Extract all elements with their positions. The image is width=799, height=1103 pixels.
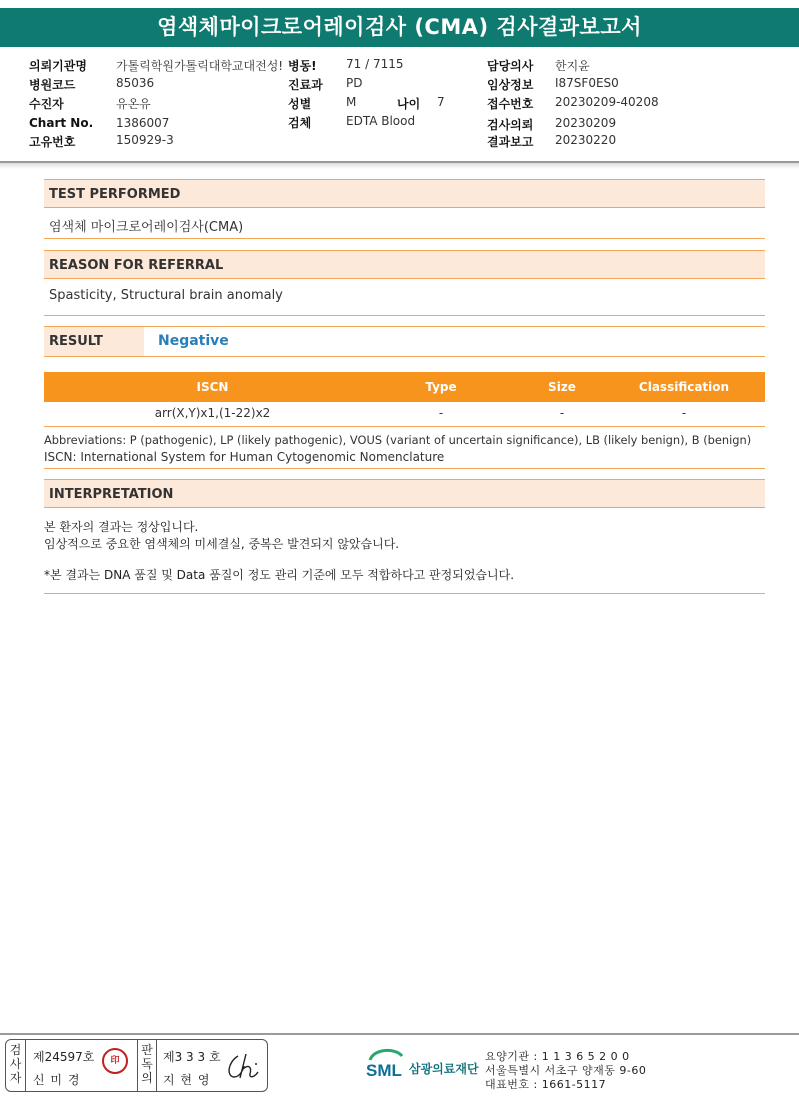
institution-code: 요양기관 : 1 1 3 6 5 2 0 0 xyxy=(485,1050,630,1063)
sml-logo-icon xyxy=(364,1046,408,1086)
footer-divider xyxy=(0,1033,799,1035)
header-shadow xyxy=(0,163,799,169)
test-performed-heading: TEST PERFORMED xyxy=(44,179,765,208)
specimen-value: EDTA Blood xyxy=(346,114,416,128)
cell-iscn: arr(X,Y)x1,(1-22)x2 xyxy=(154,406,271,420)
header-type: Type xyxy=(425,380,457,394)
result-row xyxy=(44,326,765,357)
department-label: 진료과 xyxy=(288,78,323,92)
report-date-value: 20230220 xyxy=(555,133,617,147)
institution-label: 의뢰기관명 xyxy=(29,59,87,73)
examiner-label: 검사자 xyxy=(6,1040,26,1091)
specimen-label: 검체 xyxy=(288,116,312,130)
doctor-value: 한지윤 xyxy=(555,59,590,73)
organization-phone: 대표번호 : 1661-5117 xyxy=(485,1078,607,1091)
divider xyxy=(44,593,765,594)
accession-value: 20230209-40208 xyxy=(555,95,659,109)
request-date-label: 검사의뢰 xyxy=(487,118,534,132)
result-label: RESULT xyxy=(44,327,144,356)
reason-value: Spasticity, Structural brain anomaly xyxy=(49,288,283,303)
age-label: 나이 xyxy=(397,97,421,111)
seal-stamp-icon: 印 xyxy=(102,1048,128,1074)
accession-label: 접수번호 xyxy=(487,97,534,111)
interpretation-line-1: 본 환자의 결과는 정상입니다. xyxy=(44,520,199,534)
ward-label: 병동! xyxy=(288,59,317,73)
cell-type: - xyxy=(438,406,444,420)
request-date-value: 20230209 xyxy=(555,116,617,130)
receiver-label: 수진자 xyxy=(29,97,64,111)
clinical-info-value: I87SF0ES0 xyxy=(555,76,619,90)
sex-value: M xyxy=(346,95,357,109)
reviewer-label: 판독의 xyxy=(137,1040,157,1091)
interpretation-line-2: 임상적으로 중요한 염색체의 미세결실, 중복은 발견되지 않았습니다. xyxy=(44,537,400,551)
unique-no-value: 150929-3 xyxy=(116,133,174,147)
header-classification: Classification xyxy=(638,380,730,394)
divider xyxy=(44,468,765,469)
test-performed-value: 염색체 마이크로어레이검사(CMA) xyxy=(49,220,244,235)
ward-value: 71 / 7115 xyxy=(346,57,404,71)
divider xyxy=(44,238,765,239)
organization-address: 서울특별시 서초구 양재동 9-60 xyxy=(485,1064,647,1077)
abbreviations-line: Abbreviations: P (pathogenic), LP (likely pathogenic), VOUS (variant of uncertain significance), LB (likely benign), B (benign) xyxy=(44,433,752,447)
quality-note: *본 결과는 DNA 품질 및 Data 품질이 정도 관리 기준에 모두 적합하다고 판정되었습니다. xyxy=(44,568,515,582)
reason-heading: REASON FOR REFERRAL xyxy=(44,250,765,279)
table-row xyxy=(44,402,765,426)
report-date-label: 결과보고 xyxy=(487,135,534,149)
hospital-code-value: 85036 xyxy=(116,76,155,90)
logo-organization-name: 삼광의료재단 xyxy=(409,1062,479,1076)
chart-no-value: 1386007 xyxy=(116,116,170,130)
report-title: 염색체마이크로어레이검사 (CMA) 검사결과보고서 xyxy=(0,8,799,47)
sex-label: 성별 xyxy=(288,97,312,111)
header-iscn: ISCN xyxy=(196,380,229,394)
reviewer-name: 지 현 영 xyxy=(163,1073,211,1087)
cell-size: - xyxy=(559,406,565,420)
iscn-definition: ISCN: International System for Human Cytogenomic Nomenclature xyxy=(44,450,445,464)
header-size: Size xyxy=(548,380,576,394)
divider xyxy=(44,426,765,427)
institution-value: 가톨릭학원가톨릭대학교대전성! xyxy=(116,59,284,73)
clinical-info-label: 임상정보 xyxy=(487,78,534,92)
result-table-header xyxy=(44,372,765,402)
signature-box xyxy=(5,1039,268,1092)
unique-no-label: 고유번호 xyxy=(29,135,76,149)
examiner-license: 제24597호 xyxy=(33,1050,95,1064)
sml-logo xyxy=(364,1046,408,1090)
signature-icon xyxy=(224,1050,262,1082)
interpretation-heading: INTERPRETATION xyxy=(44,479,765,508)
examiner-name: 신 미 경 xyxy=(33,1073,81,1087)
logo-mark: SML xyxy=(366,1061,402,1080)
chart-no-label: Chart No. xyxy=(29,116,94,130)
age-value: 7 xyxy=(437,95,445,109)
doctor-label: 담당의사 xyxy=(487,59,534,73)
reviewer-license: 제3 3 3 호 xyxy=(163,1050,221,1064)
hospital-code-label: 병원코드 xyxy=(29,78,76,92)
department-value: PD xyxy=(346,76,363,90)
receiver-value: 유온유 xyxy=(116,97,151,111)
result-value: Negative xyxy=(158,333,229,349)
divider xyxy=(44,315,765,316)
cell-classification: - xyxy=(681,406,687,420)
